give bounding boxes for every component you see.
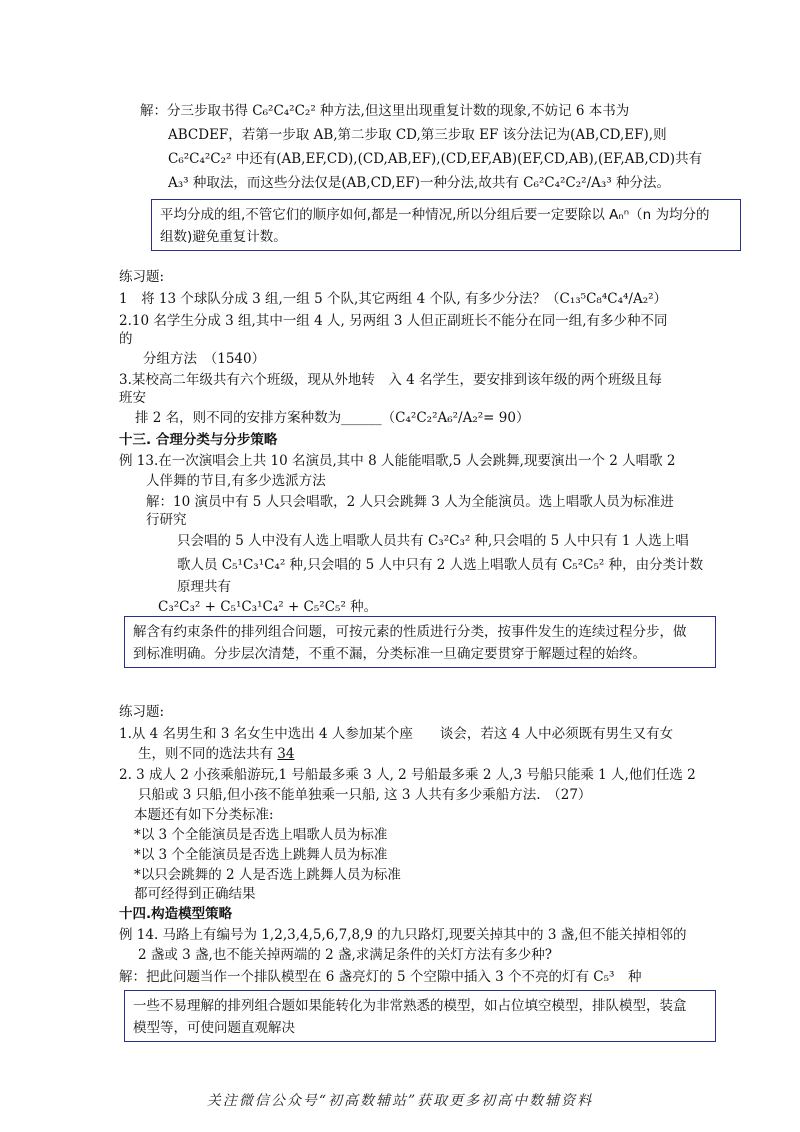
exercise-q1: 1 将 13 个球队分成 3 组,一组 5 个队,其它两组 4 个队, 有多少分法？（C₁₃⁵C₈⁴C₄⁴/A₂²）	[119, 291, 668, 307]
exercise2-q1-answer: 34	[277, 746, 295, 762]
exercise2-q1-line-1: 1.从 4 名男生和 3 名女生中选出 4 人参加某个座 谈会，若这 4 人中必须既有男生又有女	[119, 726, 674, 742]
exercise2-q1-line-2	[138, 745, 294, 763]
exercise2-q2-line-1: 2. 3 成人 2 小孩乘船游玩,1 号船最多乘 3 人, 2 号船最多乘 2 人,3 号船只能乘 1 人,他们任选 2	[119, 767, 696, 783]
solution-line-3: C₆²C₄²C₂² 中还有(AB,EF,CD),(CD,AB,EF),(CD,EF,AB)(EF,CD,AB),(EF,AB,CD)共有	[168, 151, 703, 167]
summary-box-line-1: 平均分成的组,不管它们的顺序如何,都是一种情况,所以分组后要一定要除以 Aₙⁿ（n 为均分的	[160, 207, 710, 223]
solution-13-line-4: 歌人员 C₅¹C₃¹C₄² 种,只会唱的 5 人中只有 2 人选上唱歌人员有 C₅²C₅² 种，由分类计数	[177, 557, 704, 573]
note-line-4: *以只会跳舞的 2 人是否选上跳舞人员为标准	[134, 867, 401, 883]
summary-box-classification	[124, 616, 716, 668]
summary-box-model	[124, 990, 716, 1042]
example-13-line-2: 人伴舞的节目,有多少选派方法	[146, 473, 326, 489]
solution-13-line-1: 解：10 演员中有 5 人只会唱歌，2 人只会跳舞 3 人为全能演员。选上唱歌人员为标准进	[146, 494, 674, 510]
solution-14-line-1: 解：把此问题当作一个排队模型在 6 盏亮灯的 5 个空隙中插入 3 个不亮的灯有 C₅³ 种	[119, 969, 642, 985]
example-14-line-1: 例 14. 马路上有编号为 1,2,3,4,5,6,7,8,9 的九只路灯,现要关掉其中的 3 盏,但不能关掉相邻的	[119, 927, 687, 943]
note-line-2: *以 3 个全能演员是否选上唱歌人员为标准	[134, 827, 388, 843]
solution-13-line-3: 只会唱的 5 人中没有人选上唱歌人员共有 C₃²C₃² 种,只会唱的 5 人中只有 1 人选上唱	[177, 533, 689, 549]
summary-box-line-1: 一些不易理解的排列组合题如果能转化为非常熟悉的模型，如占位填空模型，排队模型，装盒	[133, 998, 687, 1014]
solution-line-2: ABCDEF，若第一步取 AB,第二步取 CD,第三步取 EF 该分法记为(AB,CD,EF),则	[168, 127, 667, 143]
exercise-title-2: 练习题:	[119, 704, 165, 720]
solution-13-line-2: 行研究	[146, 512, 187, 528]
example-14-line-2: 2 盏或 3 盏,也不能关掉两端的 2 盏,求满足条件的关灯方法有多少种?	[138, 947, 553, 963]
summary-box-line-2: 到标准明确。分步层次清楚，不重不漏，分类标准一旦确定要贯穿于解题过程的始终。	[133, 646, 646, 662]
exercise2-q1-text: 生，则不同的选法共有	[138, 746, 278, 762]
summary-box-line-2: 组数)避免重复计数。	[160, 229, 287, 245]
note-line-3: *以 3 个全能演员是否选上跳舞人员为标准	[134, 847, 388, 863]
solution-13-line-6: C₃²C₃² + C₅¹C₃¹C₄² + C₅²C₅² 种。	[158, 599, 378, 615]
exercise-q2-line-2: 的	[119, 331, 133, 347]
summary-box-average-grouping	[151, 199, 741, 251]
note-line-1: 本题还有如下分类标准:	[134, 807, 274, 823]
section-13-heading: 十三. 合理分类与分步策略	[119, 432, 278, 448]
solution-line-4: A₃³ 种取法，而这些分法仅是(AB,CD,EF)一种分法,故共有 C₆²C₄²C₂²/A₃³ 种分法。	[168, 175, 670, 191]
exercise-q3-line-2: 班安	[119, 390, 146, 406]
exercise2-q2-line-2: 只船或 3 只船,但小孩不能单独乘一只船, 这 3 人共有多少乘船方法. （27）	[138, 787, 592, 803]
note-line-5: 都可经得到正确结果	[134, 886, 256, 902]
summary-box-line-1: 解含有约束条件的排列组合问题，可按元素的性质进行分类，按事件发生的连续过程分步，做	[133, 624, 687, 640]
exercise-q2-line-3: 分组方法 （1540）	[143, 351, 266, 367]
summary-box-line-2: 模型等，可使问题直观解决	[133, 1020, 295, 1036]
solution-line-1: 解：分三步取书得 C₆²C₄²C₂² 种方法,但这里出现重复计数的现象,不妨记 6 本书为	[140, 103, 630, 119]
exercise-title: 练习题:	[119, 269, 165, 285]
page-footer: 关注微信公众号“初高数辅站”获取更多初高中数辅资料	[206, 1093, 594, 1109]
exercise-q3-line-3: 排 2 名，则不同的安排方案种数为______（C₄²C₂²A₆²/A₂²= 90）	[135, 410, 530, 426]
exercise-q3-line-1: 3.某校高二年级共有六个班级，现从外地转 入 4 名学生，要安排到该年级的两个班级且每	[119, 372, 663, 388]
exercise-q2-line-1: 2.10 名学生分成 3 组,其中一组 4 人, 另两组 3 人但正副班长不能分在同一组,有多少种不同	[119, 313, 668, 329]
solution-13-line-5: 原理共有	[177, 579, 231, 595]
section-14-heading: 十四.构造模型策略	[119, 906, 233, 922]
example-13-line-1: 例 13.在一次演唱会上共 10 名演员,其中 8 人能能唱歌,5 人会跳舞,现要演出一个 2 人唱歌 2	[119, 453, 676, 469]
